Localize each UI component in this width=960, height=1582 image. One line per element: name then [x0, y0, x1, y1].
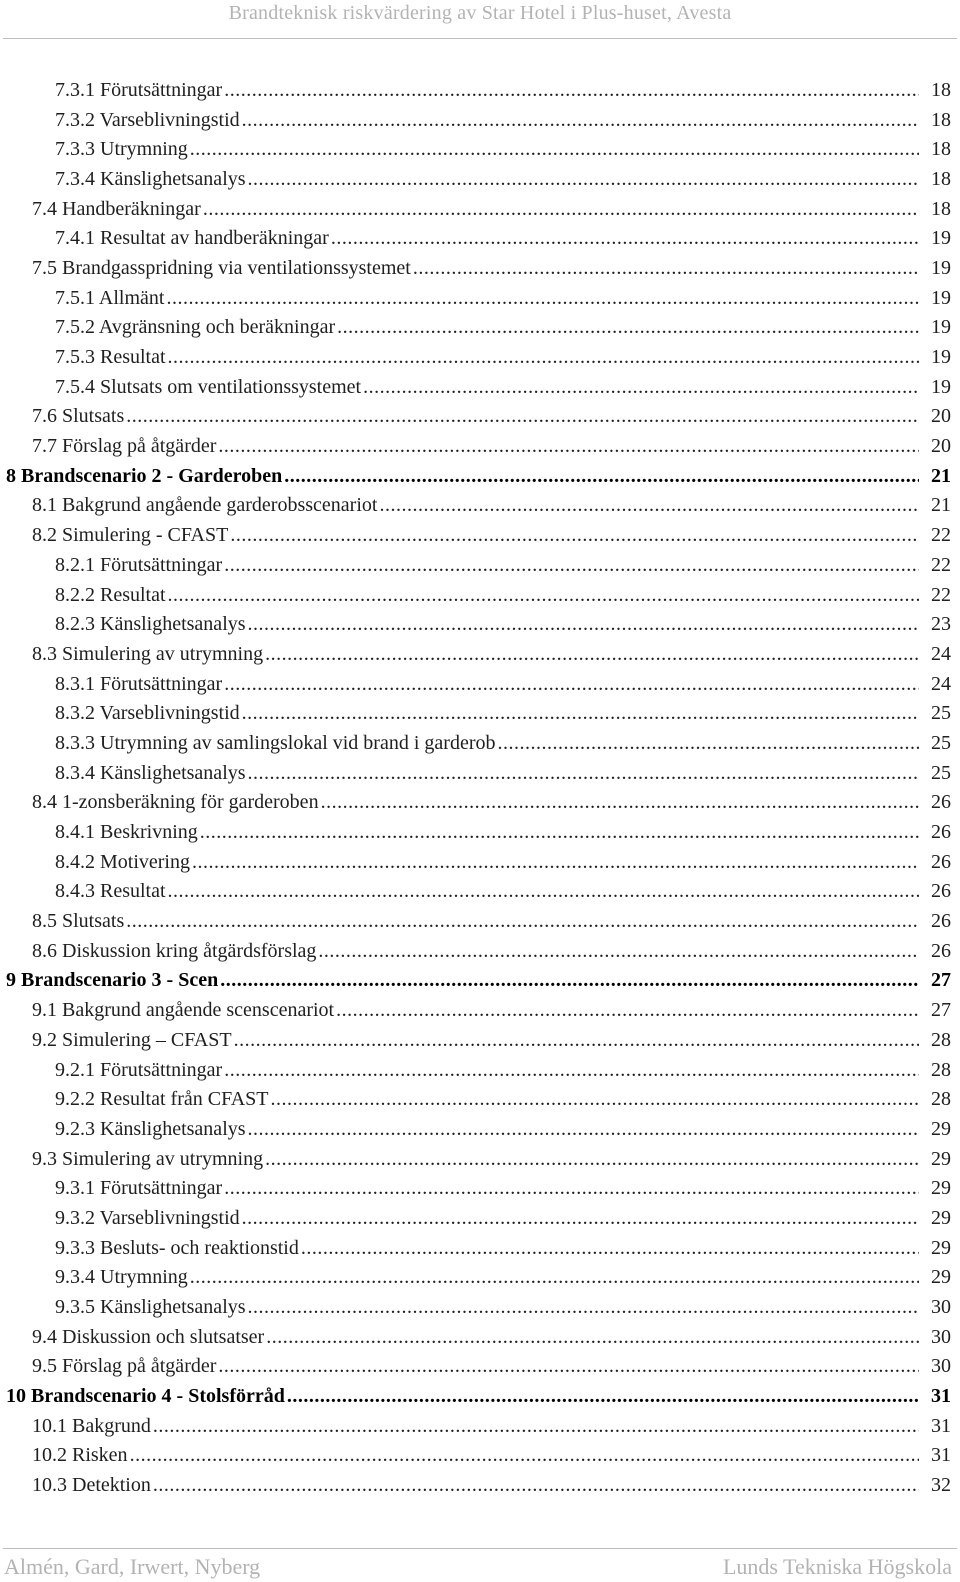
toc-entry[interactable]	[0, 758, 960, 788]
toc-leader-dots	[218, 433, 919, 459]
toc-entry[interactable]	[0, 313, 960, 343]
toc-entry-label: 9.3 Simulering av utrymning	[32, 1147, 264, 1170]
toc-entry[interactable]	[0, 1441, 960, 1471]
toc-entry[interactable]	[0, 1411, 960, 1441]
toc-leader-dots	[248, 1294, 919, 1320]
toc-entry[interactable]	[0, 1292, 960, 1322]
page-footer	[0, 1548, 960, 1582]
toc-entry[interactable]	[0, 283, 960, 313]
toc-entry-page-number: 25	[931, 731, 951, 754]
toc-entry-page-number: 18	[931, 197, 951, 220]
toc-entry-page-number: 24	[931, 672, 951, 695]
toc-entry-label: 9.2.3 Känslighetsanalys	[55, 1117, 246, 1140]
toc-leader-dots	[337, 314, 919, 340]
toc-entry-page-number: 22	[931, 583, 951, 606]
toc-entry-page-number: 19	[931, 227, 951, 250]
toc-leader-dots	[284, 463, 919, 489]
toc-leader-dots	[190, 1264, 919, 1290]
toc-entry-label: 9.2 Simulering – CFAST	[32, 1028, 232, 1051]
toc-leader-dots	[190, 136, 919, 162]
toc-leader-dots	[126, 403, 919, 429]
toc-leader-dots	[331, 225, 919, 251]
toc-entry[interactable]	[0, 75, 960, 105]
toc-leader-dots	[224, 671, 919, 697]
toc-entry-label: 10.2 Risken	[32, 1444, 128, 1467]
toc-leader-dots	[168, 344, 919, 370]
toc-entry[interactable]	[0, 1352, 960, 1382]
toc-entry-label: 7.3.1 Förutsättningar	[55, 78, 223, 101]
toc-entry-page-number: 19	[931, 346, 951, 369]
toc-leader-dots	[224, 552, 919, 578]
toc-entry-label: 7.5 Brandgasspridning via ventilationssystemet	[32, 256, 411, 279]
toc-entry-page-number: 29	[931, 1236, 951, 1259]
toc-entry-label: 8.2.1 Förutsättningar	[55, 553, 223, 576]
toc-entry[interactable]	[0, 520, 960, 550]
toc-entry[interactable]	[0, 1381, 960, 1411]
footer-authors: Almén, Gard, Irwert, Nyberg	[4, 1554, 261, 1579]
toc-entry-page-number: 32	[931, 1474, 951, 1497]
toc-leader-dots	[248, 760, 919, 786]
toc-entry-page-number: 23	[931, 613, 951, 636]
toc-entry[interactable]	[0, 105, 960, 135]
toc-entry[interactable]	[0, 342, 960, 372]
toc-entry-page-number: 29	[931, 1117, 951, 1140]
toc-entry-page-number: 19	[931, 316, 951, 339]
toc-entry-label: 10 Brandscenario 4 - Stolsförråd	[6, 1385, 285, 1408]
toc-leader-dots	[248, 1116, 919, 1142]
toc-entry-page-number: 26	[931, 939, 951, 962]
page-header	[0, 0, 960, 40]
toc-entry-label: 7.7 Förslag på åtgärder	[32, 435, 217, 458]
toc-entry-page-number: 26	[931, 880, 951, 903]
toc-leader-dots	[242, 1205, 919, 1231]
toc-entry-label: 7.4 Handberäkningar	[32, 197, 201, 220]
toc-entry-page-number: 21	[931, 464, 951, 487]
toc-entry[interactable]	[0, 1084, 960, 1114]
toc-entry[interactable]	[0, 491, 960, 521]
toc-entry[interactable]	[0, 194, 960, 224]
toc-leader-dots	[234, 1027, 919, 1053]
toc-leader-dots	[203, 196, 919, 222]
toc-entry-page-number: 28	[931, 1058, 951, 1081]
toc-entry[interactable]	[0, 906, 960, 936]
toc-entry-label: 9.3.2 Varseblivningstid	[55, 1206, 240, 1229]
footer-divider	[3, 1548, 957, 1549]
header-divider	[3, 38, 957, 39]
toc-leader-dots	[271, 1086, 919, 1112]
toc-leader-dots	[242, 107, 919, 133]
toc-leader-dots	[153, 1413, 919, 1439]
toc-entry-label: 7.3.3 Utrymning	[55, 138, 188, 161]
toc-leader-dots	[265, 1146, 919, 1172]
toc-leader-dots	[413, 255, 919, 281]
toc-leader-dots	[126, 908, 919, 934]
toc-entry-label: 7.6 Slutsats	[32, 405, 125, 428]
toc-leader-dots	[497, 730, 919, 756]
toc-entry-page-number: 29	[931, 1147, 951, 1170]
toc-entry-label: 8.5 Slutsats	[32, 910, 125, 933]
toc-leader-dots	[318, 938, 919, 964]
toc-entry-label: 8.3.2 Varseblivningstid	[55, 702, 240, 725]
toc-entry[interactable]	[0, 966, 960, 996]
toc-entry-page-number: 25	[931, 761, 951, 784]
toc-entry-label: 10.1 Bakgrund	[32, 1414, 151, 1437]
toc-entry-label: 7.5.1 Allmänt	[55, 286, 165, 309]
toc-entry[interactable]	[0, 639, 960, 669]
footer-institution: Lunds Tekniska Högskola	[722, 1554, 952, 1579]
toc-entry-page-number: 30	[931, 1325, 951, 1348]
toc-entry-page-number: 22	[931, 553, 951, 576]
toc-entry[interactable]	[0, 372, 960, 402]
toc-entry-label: 8.6 Diskussion kring åtgärdsförslag	[32, 939, 317, 962]
toc-leader-dots	[168, 582, 919, 608]
toc-leader-dots	[248, 611, 919, 637]
toc-leader-dots	[363, 374, 919, 400]
toc-entry-label: 8.2.3 Känslighetsanalys	[55, 613, 246, 636]
toc-leader-dots	[301, 1235, 919, 1261]
toc-entry-label: 9.2.1 Förutsättningar	[55, 1058, 223, 1081]
toc-entry[interactable]	[0, 995, 960, 1025]
toc-leader-dots	[287, 1383, 919, 1409]
toc-entry[interactable]	[0, 698, 960, 728]
toc-leader-dots	[379, 492, 919, 518]
toc-entry[interactable]	[0, 609, 960, 639]
toc-entry-label: 8.4.2 Motivering	[55, 850, 190, 873]
toc-entry[interactable]	[0, 223, 960, 253]
toc-entry-label: 7.5.2 Avgränsning och beräkningar	[55, 316, 336, 339]
toc-entry-page-number: 27	[931, 969, 951, 992]
toc-leader-dots	[266, 1324, 919, 1350]
toc-entry-page-number: 19	[931, 286, 951, 309]
toc-entry-page-number: 24	[931, 642, 951, 665]
toc-entry[interactable]	[0, 728, 960, 758]
toc-entry[interactable]	[0, 817, 960, 847]
toc-entry-page-number: 18	[931, 167, 951, 190]
toc-entry-label: 8 Brandscenario 2 - Garderoben	[6, 464, 283, 487]
toc-entry[interactable]	[0, 788, 960, 818]
toc-entry-label: 8.4 1-zonsberäkning för garderoben	[32, 791, 319, 814]
toc-entry-label: 8.3.1 Förutsättningar	[55, 672, 223, 695]
toc-entry-page-number: 30	[931, 1355, 951, 1378]
toc-entry-label: 7.4.1 Resultat av handberäkningar	[55, 227, 329, 250]
toc-entry-page-number: 18	[931, 138, 951, 161]
toc-entry[interactable]	[0, 847, 960, 877]
toc-entry-page-number: 18	[931, 78, 951, 101]
toc-entry-label: 8.2.2 Resultat	[55, 583, 166, 606]
toc-entry-page-number: 20	[931, 435, 951, 458]
toc-entry[interactable]	[0, 669, 960, 699]
toc-entry[interactable]	[0, 550, 960, 580]
toc-entry-page-number: 26	[931, 791, 951, 814]
toc-entry[interactable]	[0, 936, 960, 966]
toc-entry[interactable]	[0, 1055, 960, 1085]
toc-entry-page-number: 22	[931, 524, 951, 547]
toc-entry[interactable]	[0, 580, 960, 610]
toc-entry-label: 8.3.3 Utrymning av samlingslokal vid brand i garderob	[55, 731, 496, 754]
toc-entry[interactable]	[0, 461, 960, 491]
toc-entry-label: 7.3.4 Känslighetsanalys	[55, 167, 246, 190]
toc-leader-dots	[192, 849, 919, 875]
toc-entry[interactable]	[0, 1470, 960, 1500]
toc-entry-label: 7.5.4 Slutsats om ventilationssystemet	[55, 375, 362, 398]
toc-entry-label: 9.3.1 Förutsättningar	[55, 1177, 223, 1200]
toc-entry[interactable]	[0, 1173, 960, 1203]
toc-entry-page-number: 19	[931, 256, 951, 279]
toc-entry-label: 7.3.2 Varseblivningstid	[55, 108, 240, 131]
toc-entry-page-number: 18	[931, 108, 951, 131]
toc-leader-dots	[336, 997, 919, 1023]
toc-entry[interactable]	[0, 877, 960, 907]
toc-leader-dots	[218, 1353, 919, 1379]
toc-entry-label: 8.3 Simulering av utrymning	[32, 642, 264, 665]
toc-entry-label: 9.2.2 Resultat från CFAST	[55, 1088, 269, 1111]
toc-entry-label: 8.3.4 Känslighetsanalys	[55, 761, 246, 784]
toc-entry-page-number: 19	[931, 375, 951, 398]
toc-entry-label: 9.3.4 Utrymning	[55, 1266, 188, 1289]
toc-entry-page-number: 28	[931, 1088, 951, 1111]
toc-entry-label: 10.3 Detektion	[32, 1474, 151, 1497]
toc-leader-dots	[166, 285, 919, 311]
toc-entry-label: 9.5 Förslag på åtgärder	[32, 1355, 217, 1378]
toc-entry[interactable]	[0, 1144, 960, 1174]
toc-entry[interactable]	[0, 1233, 960, 1263]
toc-leader-dots	[224, 77, 919, 103]
toc-entry-page-number: 29	[931, 1177, 951, 1200]
toc-entry-page-number: 29	[931, 1206, 951, 1229]
toc-leader-dots	[248, 166, 919, 192]
toc-entry-page-number: 26	[931, 850, 951, 873]
toc-entry[interactable]	[0, 1322, 960, 1352]
toc-leader-dots	[242, 700, 919, 726]
toc-entry-page-number: 21	[931, 494, 951, 517]
toc-entry[interactable]	[0, 134, 960, 164]
toc-entry-page-number: 28	[931, 1028, 951, 1051]
toc-entry[interactable]	[0, 164, 960, 194]
toc-leader-dots	[220, 967, 919, 993]
toc-leader-dots	[200, 819, 919, 845]
toc-entry-page-number: 31	[931, 1385, 951, 1408]
toc-entry-label: 7.5.3 Resultat	[55, 346, 166, 369]
toc-entry[interactable]	[0, 1114, 960, 1144]
toc-entry[interactable]	[0, 1263, 960, 1293]
toc-entry-page-number: 29	[931, 1266, 951, 1289]
toc-entry-label: 9.1 Bakgrund angående scenscenariot	[32, 999, 335, 1022]
toc-entry-page-number: 26	[931, 910, 951, 933]
toc-entry-label: 9.3.3 Besluts- och reaktionstid	[55, 1236, 299, 1259]
toc-entry-page-number: 31	[931, 1444, 951, 1467]
toc-entry[interactable]	[0, 1203, 960, 1233]
toc-entry-page-number: 20	[931, 405, 951, 428]
toc-entry[interactable]	[0, 431, 960, 461]
toc-entry-page-number: 25	[931, 702, 951, 725]
toc-entry-page-number: 27	[931, 999, 951, 1022]
toc-leader-dots	[168, 878, 919, 904]
toc-leader-dots	[224, 1175, 919, 1201]
toc-leader-dots	[265, 641, 919, 667]
toc-entry-page-number: 30	[931, 1296, 951, 1319]
toc-entry-label: 9.4 Diskussion och slutsatser	[32, 1325, 265, 1348]
table-of-contents	[0, 75, 960, 1500]
toc-entry[interactable]	[0, 1025, 960, 1055]
toc-leader-dots	[230, 522, 919, 548]
toc-leader-dots	[321, 789, 919, 815]
toc-entry-page-number: 31	[931, 1414, 951, 1437]
toc-leader-dots	[153, 1472, 919, 1498]
toc-entry-label: 8.4.1 Beskrivning	[55, 821, 198, 844]
toc-leader-dots	[224, 1057, 919, 1083]
toc-entry[interactable]	[0, 402, 960, 432]
toc-entry-label: 9.3.5 Känslighetsanalys	[55, 1296, 246, 1319]
toc-entry[interactable]	[0, 253, 960, 283]
toc-entry-label: 8.2 Simulering - CFAST	[32, 524, 229, 547]
toc-entry-label: 9 Brandscenario 3 - Scen	[6, 969, 219, 992]
document-title: Brandteknisk riskvärdering av Star Hotel i Plus-huset, Avesta	[228, 2, 732, 24]
toc-entry-label: 8.4.3 Resultat	[55, 880, 166, 903]
toc-entry-label: 8.1 Bakgrund angående garderobsscenariot	[32, 494, 378, 517]
toc-entry-page-number: 26	[931, 821, 951, 844]
toc-leader-dots	[130, 1442, 919, 1468]
